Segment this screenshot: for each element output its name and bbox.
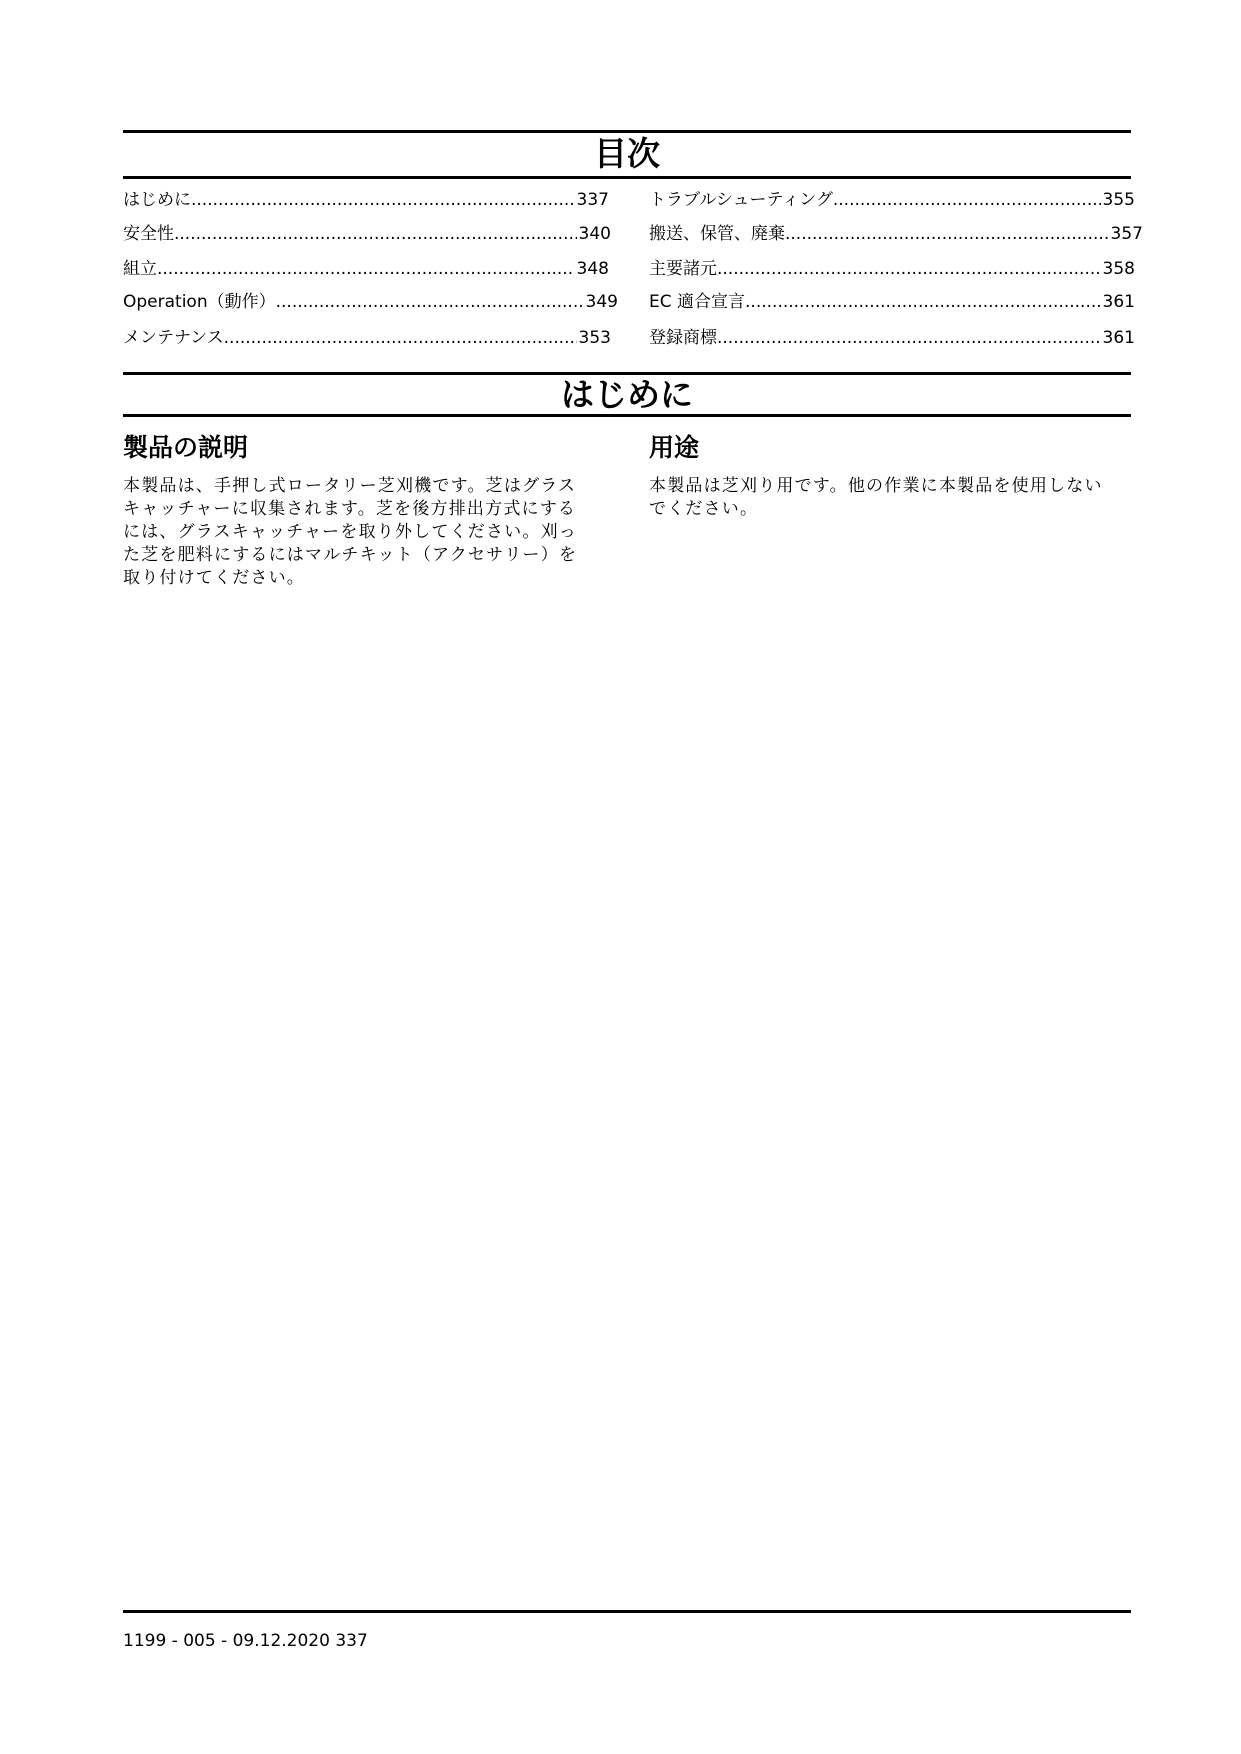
toc-leader-dots [174, 223, 577, 245]
product-description-heading: 製品の説明 [123, 433, 249, 462]
text-line: キャッチャーに収集されます。芝を後方排出方式にする [123, 499, 577, 519]
toc-entry-page: 355 [1102, 190, 1135, 210]
text-line: た芝を肥料にするにはマルチキット（アクセサリー）を [123, 545, 578, 565]
toc-entry-title: トラブルシューティング [649, 190, 833, 210]
toc-leader-dots [785, 223, 1109, 245]
text-line: には、グラスキャッチャーを取り外してください。刈っ [123, 522, 577, 542]
toc-entry-trademarks[interactable] [649, 327, 1135, 349]
text-line: でください。 [649, 499, 759, 519]
toc-leader-dots [224, 327, 577, 349]
toc-leader-dots [745, 291, 1101, 313]
toc-entry-ec-declaration[interactable] [649, 291, 1135, 313]
intro-bottom-rule [123, 414, 1131, 417]
toc-entry-safety[interactable] [123, 223, 611, 245]
toc-entry-maintenance[interactable] [123, 327, 611, 349]
toc-leader-dots [717, 327, 1101, 349]
toc-entry-introduction[interactable] [123, 189, 609, 211]
toc-top-rule [123, 130, 1131, 133]
intended-use-text [649, 475, 1149, 521]
toc-entry-technical-data[interactable] [649, 258, 1135, 280]
footer-doc-info: 1199 - 005 - 09.12.2020 [123, 1631, 330, 1651]
toc-entry-page: 361 [1102, 292, 1135, 312]
toc-entry-title: 主要諸元 [649, 259, 717, 279]
toc-entry-page: 340 [578, 224, 611, 244]
product-description-text [123, 475, 623, 590]
toc-entry-title: 登録商標 [649, 328, 717, 348]
text-line: 本製品は芝刈り用です。他の作業に本製品を使用しない [649, 476, 1103, 496]
toc-entry-page: 358 [1102, 259, 1135, 279]
text-line: 本製品は、手押し式ロータリー芝刈機です。芝はグラス [123, 476, 577, 496]
toc-entry-title: 組立 [123, 259, 157, 279]
toc-entry-page: 349 [585, 292, 618, 312]
toc-bottom-rule [123, 176, 1131, 179]
toc-entry-troubleshooting[interactable] [649, 189, 1135, 211]
toc-entry-page: 348 [576, 259, 609, 279]
toc-entry-title: Operation（動作） [123, 292, 276, 312]
text-line: 取り付けてください。 [123, 568, 305, 588]
toc-entry-title: 搬送、保管、廃棄 [649, 224, 785, 244]
toc-entry-page: 353 [578, 328, 611, 348]
toc-leader-dots [717, 258, 1101, 280]
toc-leader-dots [276, 291, 584, 313]
intended-use-heading: 用途 [649, 433, 700, 462]
toc-entry-page: 357 [1110, 224, 1143, 244]
footer-page-number: 337 [335, 1631, 368, 1651]
toc-leader-dots [833, 189, 1101, 211]
footer-rule [123, 1610, 1131, 1613]
toc-entry-page: 361 [1102, 328, 1135, 348]
toc-entry-transport-storage-disposal[interactable] [649, 223, 1143, 245]
page-footer [123, 1630, 368, 1652]
toc-entry-title: 安全性 [123, 224, 174, 244]
toc-entry-title: EC 適合宣言 [649, 292, 746, 312]
toc-entry-title: はじめに [123, 190, 191, 210]
toc-entry-assembly[interactable] [123, 258, 609, 280]
toc-leader-dots [157, 258, 575, 280]
toc-title: 目次 [594, 134, 660, 173]
toc-entry-operation[interactable] [123, 291, 618, 313]
toc-entry-page: 337 [576, 190, 609, 210]
toc-entry-title: メンテナンス [123, 328, 224, 348]
toc-leader-dots [191, 189, 575, 211]
intro-title: はじめに [561, 375, 693, 414]
